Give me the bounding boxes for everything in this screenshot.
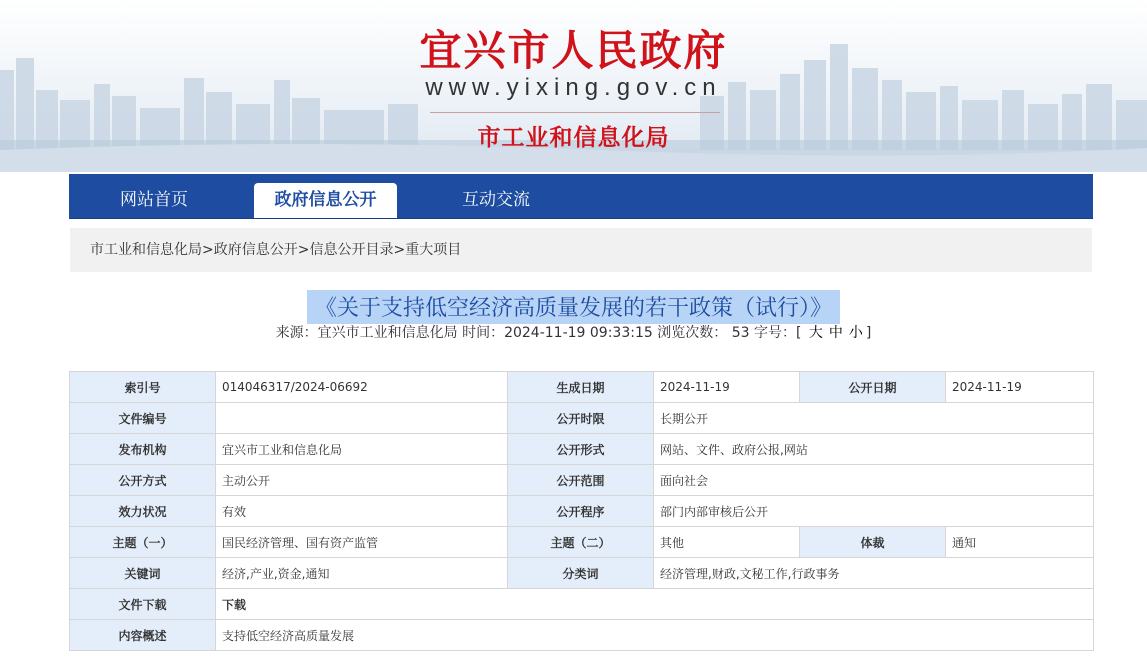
font-size-medium-button[interactable]: 中 [828,325,843,341]
table-row [70,527,1094,558]
open-period-value: 长期公开 [654,403,1094,434]
created-date-value: 2024-11-19 [654,372,800,403]
table-row [70,589,1094,620]
open-form-label: 公开形式 [508,434,654,465]
breadcrumb-separator: > [393,242,406,258]
site-title: 宜兴市人民政府 [419,26,728,75]
keywords-value: 经济,产业,资金,通知 [216,558,508,589]
keywords-label: 关键词 [70,558,216,589]
breadcrumb-item-gov-info[interactable]: 政府信息公开 [213,242,298,258]
topic-one-value: 国民经济管理、国有资产监管 [216,527,508,558]
breadcrumb-item-department[interactable]: 市工业和信息化局 [90,242,202,258]
article-title-wrap [0,290,1147,324]
font-size-small-button[interactable]: 小 [848,325,863,341]
open-period-label: 公开时限 [508,403,654,434]
table-row [70,403,1094,434]
file-download-label: 文件下载 [70,589,216,620]
genre-label: 体裁 [800,527,946,558]
file-download-cell [216,589,1094,620]
font-size-label: 字号： [753,325,796,341]
open-method-label: 公开方式 [70,465,216,496]
table-row [70,496,1094,527]
issuer-label: 发布机构 [70,434,216,465]
doc-number-value [216,403,508,434]
table-row [70,620,1094,651]
topic-two-label: 主题（二） [508,527,654,558]
summary-value: 支持低空经济高质量发展 [216,620,1094,651]
open-form-value: 网站、文件、政府公报,网站 [654,434,1094,465]
validity-value: 有效 [216,496,508,527]
issuer-value: 宜兴市工业和信息化局 [216,434,508,465]
breadcrumb [70,228,1092,272]
source-label: 来源： [275,325,318,341]
views-value: 53 [731,325,750,341]
created-date-label: 生成日期 [508,372,654,403]
topic-two-value: 其他 [654,527,800,558]
index-label: 索引号 [70,372,216,403]
category-value: 经济管理,财政,文秘工作,行政事务 [654,558,1094,589]
time-value: 2024-11-19 09:33:15 [504,325,653,341]
nav-item-gov-info[interactable]: 政府信息公开 [254,183,397,218]
genre-value: 通知 [946,527,1094,558]
nav-item-interaction[interactable]: 互动交流 [462,190,530,210]
source-value: 宜兴市工业和信息化局 [317,325,458,341]
summary-label: 内容概述 [70,620,216,651]
table-row [70,434,1094,465]
article-meta [0,322,1147,342]
open-method-value: 主动公开 [216,465,508,496]
open-procedure-label: 公开程序 [508,496,654,527]
table-row [70,465,1094,496]
font-size-bracket-close: ] [865,325,872,341]
nav-item-home[interactable]: 网站首页 [120,190,188,210]
open-scope-label: 公开范围 [508,465,654,496]
views-label: 浏览次数： [657,325,728,341]
open-scope-value: 面向社会 [654,465,1094,496]
font-size-bracket-open: [ [795,325,802,341]
validity-label: 效力状况 [70,496,216,527]
category-label: 分类词 [508,558,654,589]
title-divider [430,112,720,113]
header-banner [0,0,1147,172]
index-value: 014046317/2024-06692 [216,372,508,403]
breadcrumb-separator: > [297,242,310,258]
font-size-large-button[interactable]: 大 [808,325,823,341]
published-date-value: 2024-11-19 [946,372,1094,403]
download-link[interactable]: 下载 [222,597,247,612]
time-label: 时间： [462,325,505,341]
table-row [70,372,1094,403]
department-title: 市工业和信息化局 [477,125,670,151]
doc-number-label: 文件编号 [70,403,216,434]
topic-one-label: 主题（一） [70,527,216,558]
breadcrumb-separator: > [202,242,214,258]
breadcrumb-item-catalog[interactable]: 信息公开目录 [309,242,394,258]
open-procedure-value: 部门内部审核后公开 [654,496,1094,527]
breadcrumb-item-major-projects[interactable]: 重大项目 [405,242,462,258]
table-row [70,558,1094,589]
published-date-label: 公开日期 [800,372,946,403]
article-title: 《关于支持低空经济高质量发展的若干政策（试行）》 [307,290,840,324]
site-url: www.yixing.gov.cn [425,74,722,101]
main-nav [69,174,1093,219]
document-info-table [69,371,1094,651]
